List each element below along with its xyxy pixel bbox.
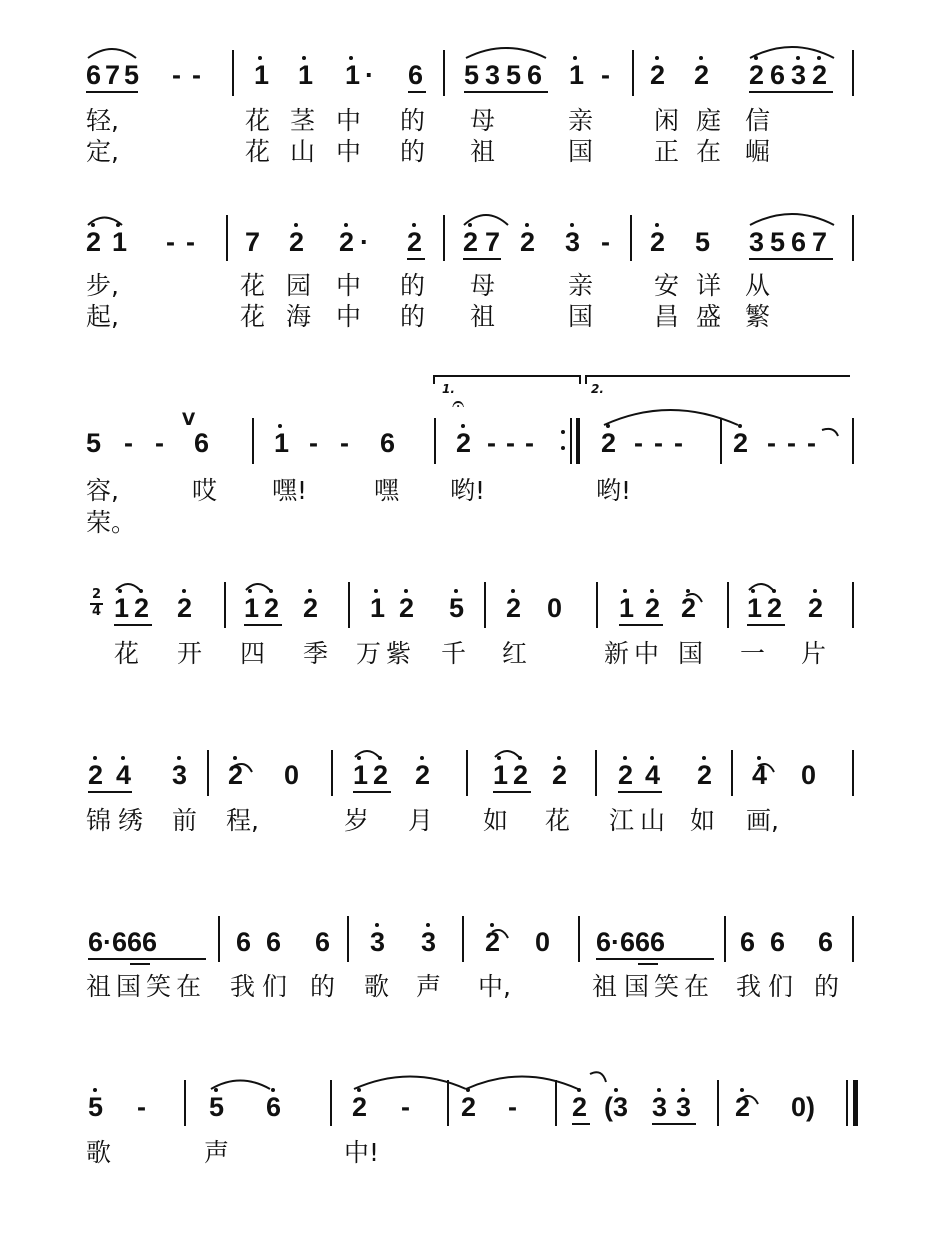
lyric: 信 (745, 106, 771, 135)
lyric: 海 (286, 302, 312, 331)
note: 2 (735, 1092, 751, 1122)
volta-1-label: 1. (442, 382, 455, 396)
lyric: 绣 (118, 806, 144, 835)
lyric: 歌 (364, 972, 390, 1001)
note: 1 (112, 227, 128, 257)
time-signature-top: 2 (92, 587, 102, 602)
note-group: 6·666 (88, 927, 158, 957)
note: 3 (421, 927, 437, 957)
dash: - (767, 428, 776, 458)
lyric: 祖 (470, 302, 496, 331)
note: 1 (244, 593, 260, 623)
note: 2 (289, 227, 305, 257)
lyric: 的 (400, 137, 426, 166)
slur (116, 584, 140, 590)
lyric: 中 (336, 137, 362, 166)
note: 2 (88, 760, 104, 790)
lyric: 花 (240, 271, 266, 300)
note: 2 (177, 593, 193, 623)
lyric: 花 (114, 639, 140, 668)
breath-mark: V (182, 410, 196, 430)
dash: - (787, 428, 796, 458)
lyric: 的 (400, 302, 426, 331)
lyric: 亲 (568, 106, 594, 135)
note: 3 (676, 1092, 692, 1122)
note: 6 (818, 927, 834, 957)
dash: - (137, 1092, 146, 1122)
note: 3 (485, 60, 501, 90)
note: 2 (645, 593, 661, 623)
note: 2 (228, 760, 244, 790)
note: 5 (464, 60, 480, 90)
dash: - (601, 60, 610, 90)
note: 3 (749, 227, 765, 257)
dash: - (674, 428, 683, 458)
note: 2 (697, 760, 713, 790)
tie-arrow (822, 429, 838, 436)
lyric: 亲 (568, 271, 594, 300)
note: 5 (88, 1092, 104, 1122)
tie-arrow (742, 1096, 758, 1104)
dash: - (601, 227, 610, 257)
note: 6 (408, 60, 424, 90)
lyric: 如 (690, 806, 716, 835)
lyric: 新 (604, 639, 630, 668)
note: 1 (370, 593, 386, 623)
lyric: 容, (86, 476, 119, 505)
dash: - (634, 428, 643, 458)
note: 5 (506, 60, 522, 90)
note: 2 (572, 1092, 588, 1122)
note: 2 (767, 593, 783, 623)
dash: - (506, 428, 515, 458)
dash: - (166, 227, 175, 257)
note: 5 (695, 227, 711, 257)
lyric: 月 (408, 806, 434, 835)
lyric: 如 (483, 806, 509, 835)
note: 2 (485, 927, 501, 957)
rest: 0 (535, 927, 551, 957)
note: 6 (527, 60, 543, 90)
lyric: 们 (768, 972, 794, 1001)
note: 2 (812, 60, 828, 90)
lyric: 片 (801, 639, 827, 668)
note: 2 (681, 593, 697, 623)
lyric: 的 (400, 271, 426, 300)
note: 3 (565, 227, 581, 257)
lyric: 嘿! (272, 476, 308, 505)
lyric: 我 (230, 972, 256, 1001)
note: 1 (353, 760, 369, 790)
note: 5 (209, 1092, 225, 1122)
note: 1 (747, 593, 763, 623)
lyric: 的 (310, 972, 336, 1001)
note: 1 (493, 760, 509, 790)
note: 4 (116, 760, 132, 790)
note: 2 (694, 60, 710, 90)
lyric: 闲 (654, 106, 680, 135)
note: 2 (463, 227, 479, 257)
dash: - (508, 1092, 517, 1122)
lyric: 程, (226, 806, 259, 835)
slur (355, 751, 379, 757)
lyric: 季 (303, 639, 329, 668)
note: (3 (604, 1092, 629, 1122)
lyric: 轻, (86, 106, 119, 135)
lyric: 国 (624, 972, 650, 1001)
note: 6 (791, 227, 807, 257)
note: 6 (315, 927, 331, 957)
lyric: 崛 (745, 137, 771, 166)
dash: - (525, 428, 534, 458)
note: 6 (194, 428, 210, 458)
rest: 0 (801, 760, 817, 790)
tie-arrow (590, 1072, 606, 1082)
dash: - (172, 60, 181, 90)
note: 6 (86, 60, 102, 90)
lyric: 歌 (86, 1138, 112, 1167)
note: 3 (370, 927, 386, 957)
note: 5 (86, 428, 102, 458)
slur (750, 47, 834, 58)
lyric: 的 (814, 972, 840, 1001)
lyric: 们 (262, 972, 288, 1001)
note: 2 (650, 60, 666, 90)
lyric: 在 (176, 972, 202, 1001)
note: 1 (298, 60, 314, 90)
tie (354, 1077, 466, 1090)
lyric: 定, (86, 137, 119, 166)
note: 2 (303, 593, 319, 623)
tie-arrow (686, 594, 702, 602)
time-signature-bottom: 4 (92, 604, 102, 619)
lyric: 母 (470, 271, 496, 300)
dash: - (654, 428, 663, 458)
lyric: 荣。 (86, 508, 137, 537)
lyric: 万 (356, 639, 382, 668)
note: 2 (618, 760, 634, 790)
lyric: 起, (86, 302, 119, 331)
fermata: 𝄐 (452, 392, 465, 417)
lyric: 花 (240, 302, 266, 331)
note: 4 (645, 760, 661, 790)
dot-mark: · (365, 60, 374, 90)
note: 2 (352, 1092, 368, 1122)
volta-1-bracket (434, 376, 580, 384)
lyric: 盛 (696, 302, 722, 331)
lyric: 锦 (86, 806, 112, 835)
note: 1 (254, 60, 270, 90)
note: 6 (236, 927, 252, 957)
rest: 0 (284, 760, 300, 790)
dash: - (487, 428, 496, 458)
note: 2 (506, 593, 522, 623)
note: 1 (619, 593, 635, 623)
lyric: 在 (696, 137, 722, 166)
lyric: 岁 (344, 806, 370, 835)
rest: 0) (791, 1092, 816, 1122)
note: 7 (245, 227, 261, 257)
lyric: 国 (568, 137, 594, 166)
tie-arrow (758, 764, 774, 772)
lyric: 中, (478, 972, 511, 1001)
lyric: 详 (696, 271, 722, 300)
lyric: 前 (172, 806, 198, 835)
lyric: 花 (245, 106, 271, 135)
slur (464, 215, 508, 225)
lyric: 从 (745, 271, 771, 300)
slur (495, 751, 519, 757)
lyric: 中 (336, 302, 362, 331)
slur (211, 1081, 270, 1090)
lyric: 笑 (146, 972, 172, 1001)
slur (246, 584, 270, 590)
rest: 0 (547, 593, 563, 623)
note: 7 (105, 60, 121, 90)
dash: - (309, 428, 318, 458)
note: 1 (345, 60, 361, 90)
tie-arrow (234, 764, 252, 772)
lyric: 中 (336, 271, 362, 300)
note: 2 (415, 760, 431, 790)
note: 2 (601, 428, 617, 458)
dash: - (807, 428, 816, 458)
lyric: 步, (86, 271, 119, 300)
lyric: 一 (740, 639, 766, 668)
slur (88, 49, 136, 58)
note-group: 6·666 (596, 927, 666, 957)
note: 6 (770, 927, 786, 957)
lyric: 花 (245, 137, 271, 166)
lyric: 笑 (654, 972, 680, 1001)
lyric: 江 (609, 806, 635, 835)
lyric: 中! (344, 1138, 380, 1167)
note: 2 (264, 593, 280, 623)
note: 1 (274, 428, 290, 458)
lyric: 祖 (470, 137, 496, 166)
lyric: 山 (290, 137, 316, 166)
note: 2 (749, 60, 765, 90)
note: 2 (650, 227, 666, 257)
lyric: 哟! (450, 476, 486, 505)
lyric: 国 (678, 639, 704, 668)
note: 3 (791, 60, 807, 90)
note: 2 (86, 227, 102, 257)
lyric: 声 (416, 972, 442, 1001)
tie-arrow (492, 930, 508, 938)
note: 2 (373, 760, 389, 790)
lyric: 茎 (290, 106, 316, 135)
lyric: 千 (441, 639, 467, 668)
lyric: 在 (684, 972, 710, 1001)
lyric: 花 (545, 806, 571, 835)
note: 2 (407, 227, 423, 257)
tie (604, 410, 738, 425)
lyric: 哟! (596, 476, 632, 505)
note: 2 (399, 593, 415, 623)
note: 2 (456, 428, 472, 458)
note: 5 (770, 227, 786, 257)
lyric: 中 (336, 106, 362, 135)
dash: - (155, 428, 164, 458)
lyric: 红 (502, 639, 528, 668)
note: 4 (752, 760, 768, 790)
lyric: 园 (286, 271, 312, 300)
note: 2 (552, 760, 568, 790)
note: 6 (770, 60, 786, 90)
dash: - (192, 60, 201, 90)
note: 6 (740, 927, 756, 957)
lyric: 正 (654, 137, 680, 166)
note: 6 (266, 927, 282, 957)
lyric: 嘿 (374, 476, 400, 505)
lyric: 紫 (386, 639, 412, 668)
note: 2 (461, 1092, 477, 1122)
slur (749, 584, 773, 590)
dash: - (124, 428, 133, 458)
lyric: 四 (240, 639, 266, 668)
note: 3 (172, 760, 188, 790)
tie (466, 1077, 578, 1090)
note: 5 (124, 60, 140, 90)
lyric: 母 (470, 106, 496, 135)
lyric: 昌 (654, 302, 680, 331)
note: 1 (114, 593, 130, 623)
note: 7 (485, 227, 501, 257)
dot-mark: · (360, 227, 369, 257)
note: 6 (380, 428, 396, 458)
slur (466, 48, 546, 58)
note: 7 (812, 227, 828, 257)
lyric: 繁 (745, 302, 771, 331)
lyric: 哎 (192, 476, 218, 505)
lyric: 祖 (86, 972, 112, 1001)
lyric: 开 (177, 639, 203, 668)
dash: - (401, 1092, 410, 1122)
dash: - (340, 428, 349, 458)
lyric: 祖 (592, 972, 618, 1001)
note: 2 (513, 760, 529, 790)
lyric: 画, (746, 806, 779, 835)
lyric: 声 (204, 1138, 230, 1167)
note: 6 (266, 1092, 282, 1122)
note: 2 (808, 593, 824, 623)
note: 1 (569, 60, 585, 90)
note: 2 (733, 428, 749, 458)
dash: - (186, 227, 195, 257)
slur (750, 214, 834, 225)
lyric: 山 (640, 806, 666, 835)
lyric: 的 (400, 106, 426, 135)
volta-2-label: 2. (591, 382, 604, 396)
lyric: 中 (634, 639, 660, 668)
note: 2 (520, 227, 536, 257)
lyric: 我 (736, 972, 762, 1001)
note: 5 (449, 593, 465, 623)
lyric: 庭 (696, 106, 722, 135)
lyric: 国 (568, 302, 594, 331)
note: 3 (652, 1092, 668, 1122)
slur (88, 218, 122, 226)
note: 2 (339, 227, 355, 257)
note: 2 (134, 593, 150, 623)
lyric: 安 (654, 271, 680, 300)
lyric: 国 (116, 972, 142, 1001)
volta-2-bracket (586, 376, 850, 384)
